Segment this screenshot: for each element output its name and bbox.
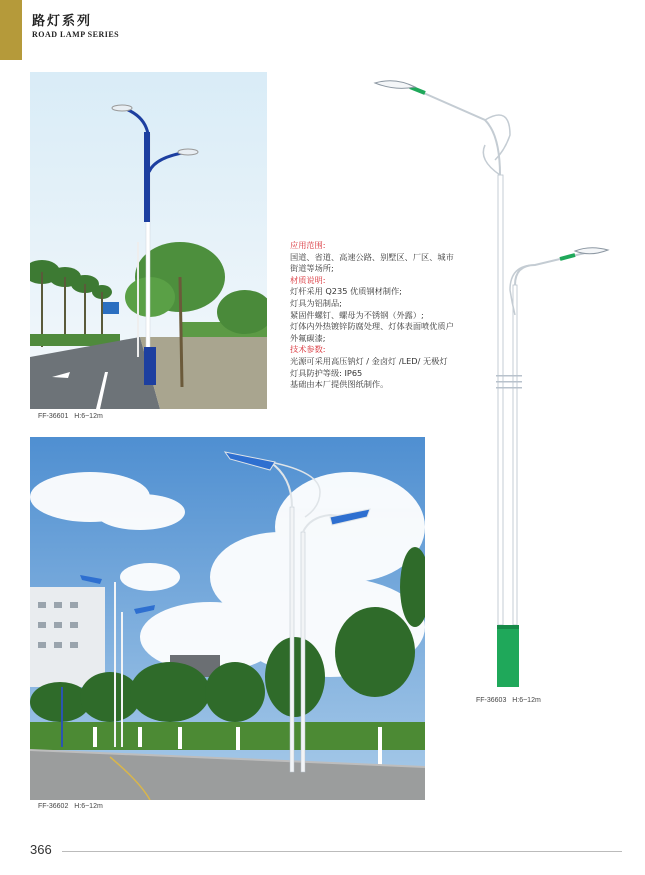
footer-divider <box>62 851 622 852</box>
product-height: H:6~12m <box>74 413 103 420</box>
material-line: 灯杆采用 Q235 优质钢材制作; <box>290 286 402 297</box>
product-height: H:6~12m <box>512 697 541 704</box>
tech-line: 基础由本厂提供图纸制作。 <box>290 379 389 390</box>
material-heading: 材质说明: <box>290 274 326 285</box>
product-caption-36603 <box>476 697 541 704</box>
product-caption-36601 <box>38 413 103 420</box>
product-caption-36602 <box>38 803 103 810</box>
application-line: 国道、省道、高速公路、别墅区、厂区、城市 <box>290 251 454 262</box>
page-number: 366 <box>30 842 52 857</box>
page-subtitle: ROAD LAMP SERIES <box>32 30 120 39</box>
section-color-tab <box>0 0 22 60</box>
application-line: 街道等场所; <box>290 263 334 274</box>
product-photo-36601 <box>30 72 267 409</box>
tech-line: 光源可采用高压钠灯 / 金卤灯 /LED/ 无极灯 <box>290 355 448 366</box>
application-heading: 应用范围: <box>290 240 326 250</box>
product-code: FF-36602 <box>38 803 69 810</box>
page-title: 路灯系列 <box>32 14 93 29</box>
tech-line: 灯具防护等级: IP65 <box>290 367 363 378</box>
product-code: FF-36603 <box>476 697 507 704</box>
tech-heading: 技术参数: <box>290 344 326 355</box>
material-line: 灯具为铝制品; <box>290 297 342 308</box>
product-photo-36602 <box>30 437 425 800</box>
product-code: FF-36601 <box>38 413 69 420</box>
material-line: 外氟碳漆; <box>290 332 326 343</box>
product-height: H:6~12m <box>74 803 103 810</box>
material-line: 灯体内外热镀锌防腐处理、灯体表面喷优质户 <box>290 321 454 332</box>
material-line: 紧固件螺钉、螺母为不锈钢（外露）; <box>290 309 424 320</box>
